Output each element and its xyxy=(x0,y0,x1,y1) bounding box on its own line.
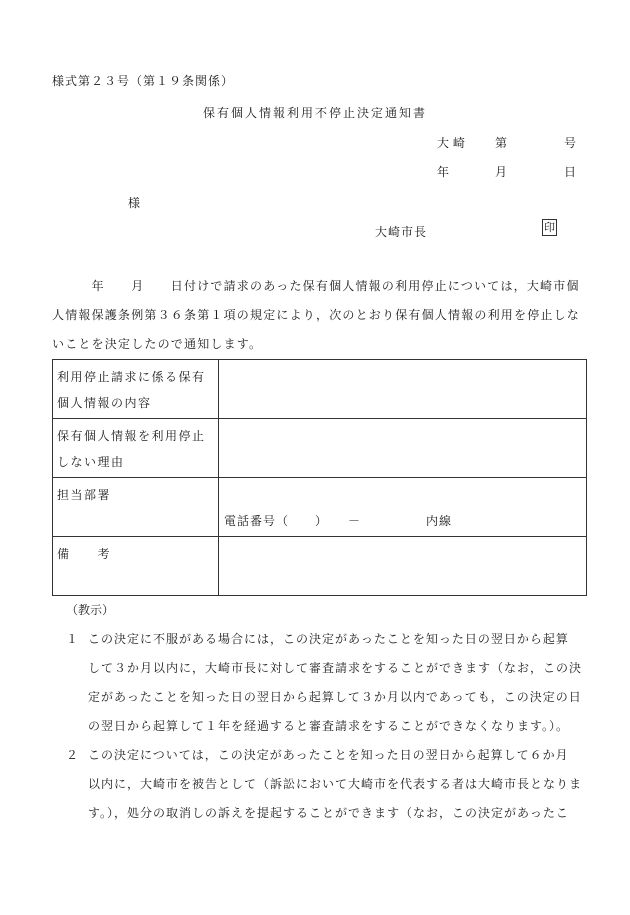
instruction-line: の翌日から起算して１年を経過すると審査請求をすることができなくなります。）。 xyxy=(88,719,570,733)
label-line: 個人情報の内容 xyxy=(57,396,152,410)
personal-info-content-label xyxy=(53,360,219,419)
personal-info-content-field[interactable] xyxy=(219,360,587,419)
instruction-list xyxy=(66,625,586,828)
date-day: 日 xyxy=(564,165,577,179)
reason-label xyxy=(53,419,219,478)
table-row xyxy=(53,537,587,596)
table-row xyxy=(53,360,587,419)
details-table xyxy=(52,359,587,596)
form-number: 様式第２３号（第１９条関係） xyxy=(52,74,235,88)
remarks-field[interactable] xyxy=(219,537,587,596)
instruction-number: １ xyxy=(66,632,80,646)
issuer-name: 大崎市長 xyxy=(375,225,428,239)
instruction-item xyxy=(66,741,586,828)
remarks-label xyxy=(53,537,219,596)
table-row xyxy=(53,419,587,478)
label-line: 保有個人情報を利用停止 xyxy=(57,429,206,443)
label-line: 利用停止請求に係る保有 xyxy=(57,370,206,384)
instruction-line: この決定に不服がある場合には，この決定があったことを知った日の翌日から起算 xyxy=(88,632,569,646)
instruction-line: して３か月以内に，大崎市長に対して審査請求をすることができます（なお，この決 xyxy=(88,661,583,675)
reason-field[interactable] xyxy=(219,419,587,478)
document-number-gou: 号 xyxy=(564,136,577,150)
date-month: 月 xyxy=(495,165,508,179)
date-year: 年 xyxy=(437,165,450,179)
body-line: 人情報保護条例第３６条第１項の規定により，次のとおり保有個人情報の利用を停止しな xyxy=(52,308,581,322)
document-title: 保有個人情報利用不停止決定通知書 xyxy=(202,106,427,120)
instruction-heading: （教示） xyxy=(66,603,115,617)
label-line: 担当部署 xyxy=(57,488,112,502)
department-label xyxy=(53,478,219,537)
instruction-line: す。），処分の取消しの訴えを提起することができます（なお，この決定があったこ xyxy=(88,806,569,820)
department-field[interactable] xyxy=(219,478,587,537)
body-line: いことを決定したので通知します。 xyxy=(52,337,263,351)
instruction-line: 定があったことを知った日の翌日から起算して３か月以内であっても，この決定の日 xyxy=(88,690,582,704)
body-line: 年 月 日付けで請求のあった保有個人情報の利用停止については，大崎市個 xyxy=(52,279,580,293)
instruction-number: ２ xyxy=(66,748,80,762)
label-line: しない理由 xyxy=(57,455,125,469)
seal-mark: 印 xyxy=(544,221,555,234)
document-number-dai: 第 xyxy=(495,136,508,150)
body-paragraph xyxy=(52,272,582,359)
instruction-item xyxy=(66,625,586,741)
instruction-line: この決定については，この決定があったことを知った日の翌日から起算して６か月 xyxy=(88,748,569,762)
table-row xyxy=(53,478,587,537)
label-line: 備 考 xyxy=(57,547,112,561)
instruction-line: 以内に，大崎市を被告として（訴訟において大崎市を代表する者は大崎市長となりま xyxy=(88,777,583,791)
phone-line: 電話番号（ ） － 内線 xyxy=(224,514,453,528)
document-number-prefix: 大 崎 xyxy=(437,136,465,150)
addressee-suffix: 様 xyxy=(128,196,141,210)
